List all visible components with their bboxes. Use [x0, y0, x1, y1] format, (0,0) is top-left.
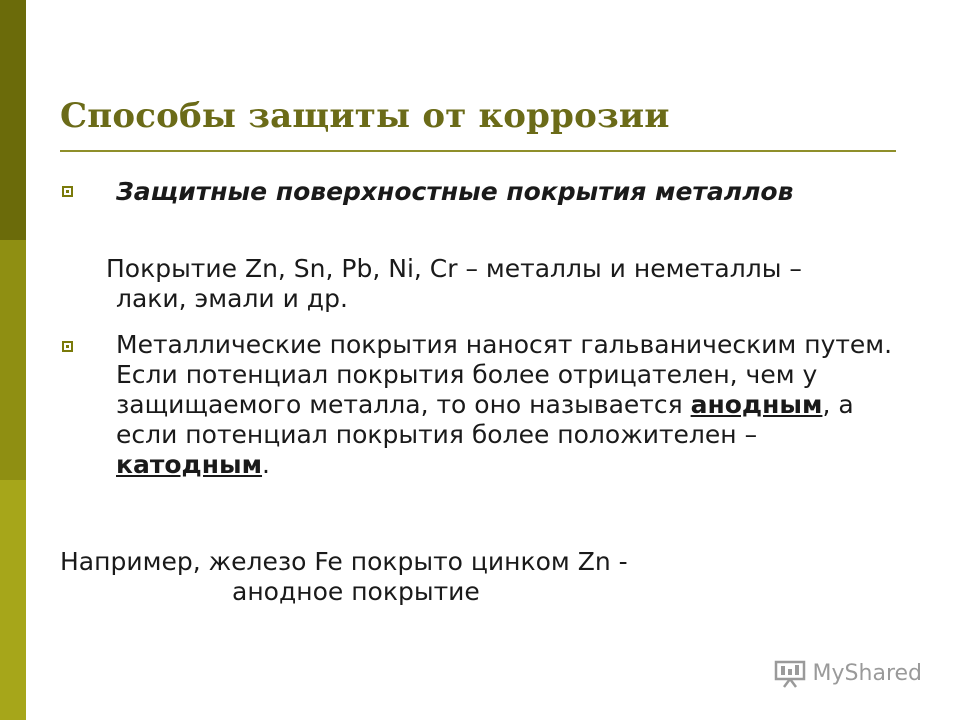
metallic-coatings-text-3: . — [262, 450, 270, 479]
presentation-screen-icon — [773, 658, 807, 688]
square-bullet-icon — [62, 341, 73, 352]
example-line-1: Например, железо Fe покрыто цинком Zn - — [60, 547, 628, 576]
keyword-cathodic: катодным — [116, 450, 263, 479]
keyword-anodic: анодным — [690, 390, 823, 419]
square-bullet-icon — [62, 186, 73, 197]
metallic-coatings-text-1: Металлические покрытия наносят гальваническим путем. Если потенциал покрытия более отрицателен, чем у защищаемого металла, то оно называется — [116, 330, 893, 419]
watermark — [773, 658, 922, 688]
coating-examples: Покрытие Zn, Sn, Pb, Ni, Cr – металлы и неметаллы – лаки, эмали и др. — [106, 254, 802, 313]
bullet-metallic-coatings — [116, 330, 906, 480]
watermark-text: MyShared — [812, 660, 922, 686]
bullet-protective-coatings: Защитные поверхностные покрытия металлов — [116, 177, 794, 206]
example-line-2: анодное покрытие — [232, 577, 480, 606]
metallic-coatings-text-2: , а если потенциал покрытия более положителен – — [116, 390, 854, 449]
example-paragraph — [60, 547, 920, 607]
slide-title: Способы защиты от коррозии — [60, 96, 670, 136]
